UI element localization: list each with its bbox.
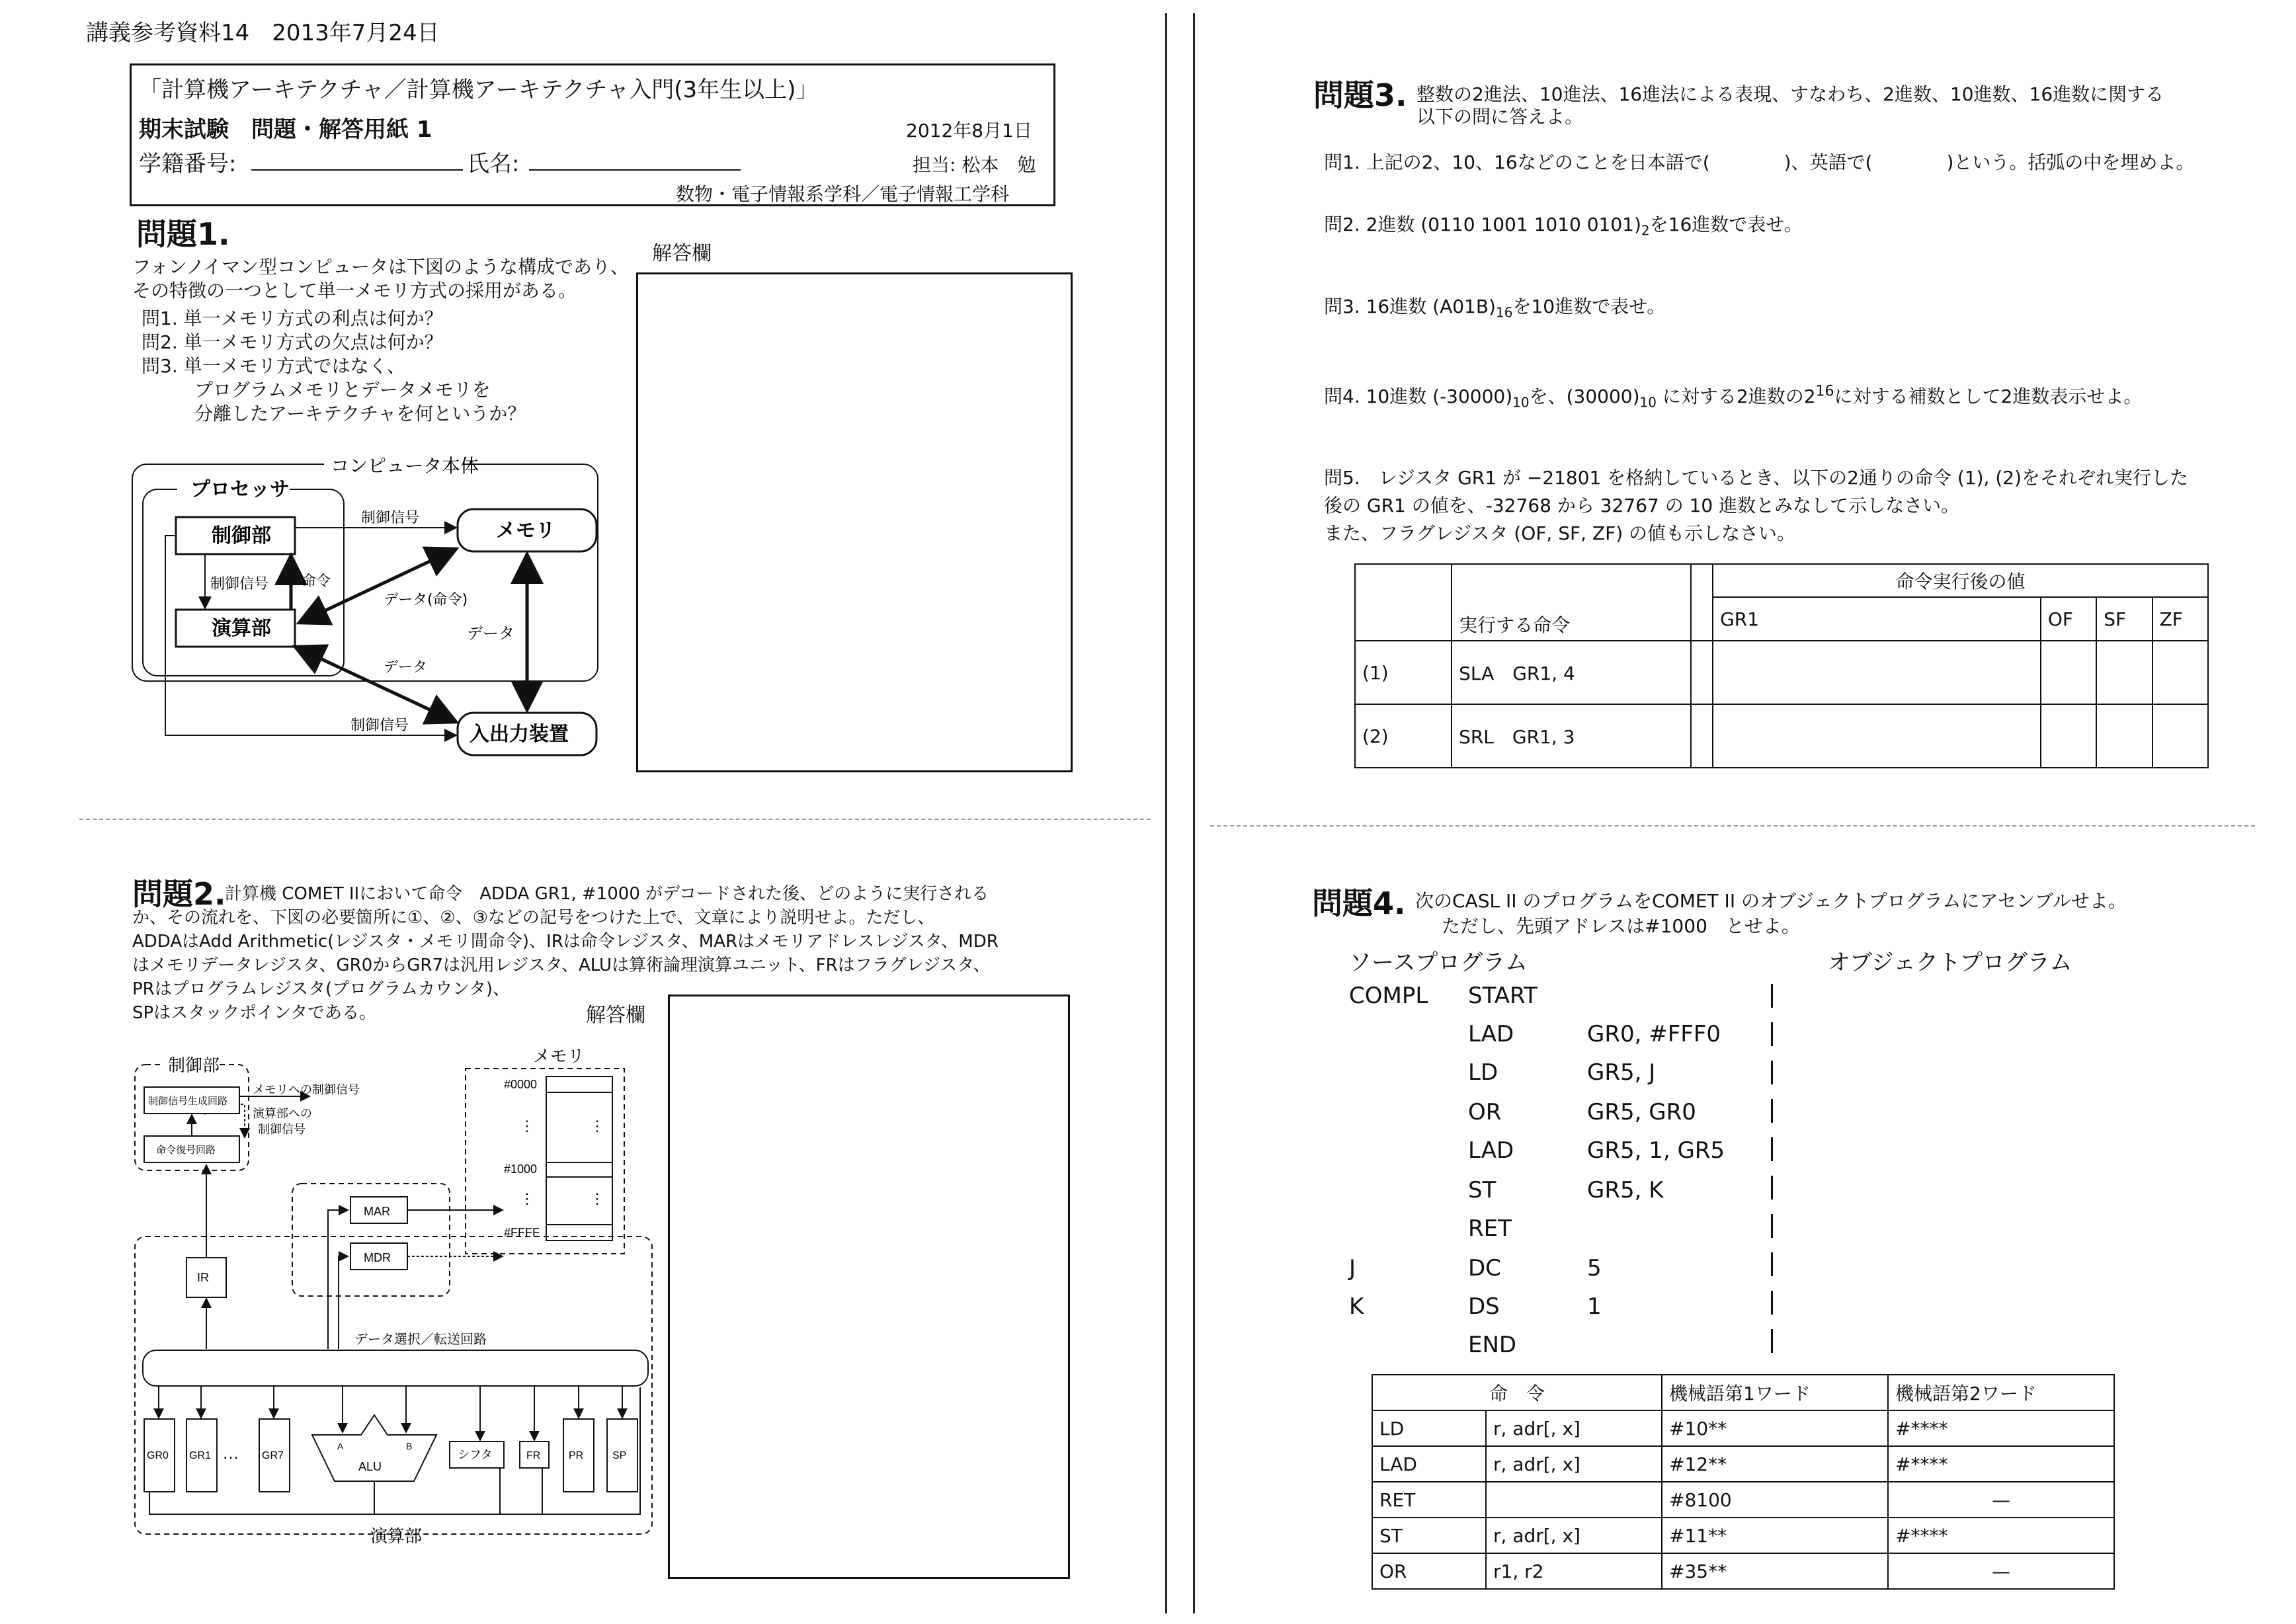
prog-operand: GR5, J xyxy=(1587,1059,1656,1086)
page-divider xyxy=(1193,13,1195,1613)
q3-row-id: (2) xyxy=(1355,704,1452,768)
q4-intro-line: 次のCASL II のプログラムをCOMET II のオブジェクトプログラムにアセンブルせよ。 xyxy=(1415,890,2127,912)
q3-p5-line: 問5. レジスタ GR1 が −21801 を格納しているとき、以下の2通りの命令 (1), (2)をそれぞれ実行した xyxy=(1324,467,2189,489)
q4-header-w1: 機械語第1ワード xyxy=(1662,1375,1888,1410)
prog-operand: 5 xyxy=(1587,1255,1602,1281)
q2-heading: 問題2. xyxy=(132,876,226,912)
exam-date: 2012年8月1日 xyxy=(906,120,1032,142)
data-instr-label: データ(命令) xyxy=(384,592,468,608)
q1-item: 分離したアーキテクチャを何というか？ xyxy=(194,403,526,425)
comet-ii-diagram xyxy=(130,1045,665,1547)
q2-text-line: はメモリデータレジスタ、GR0からGR7は汎用レジスタ、ALUは算術論理演算ユニット、FRはフラグレジスタ、 xyxy=(132,955,991,975)
name-label: 氏名: xyxy=(467,151,520,177)
q3-answer-zf[interactable] xyxy=(2152,704,2208,768)
q1-answer-box[interactable] xyxy=(636,272,1073,772)
q3-answer-of[interactable] xyxy=(2041,704,2096,768)
bus-box xyxy=(143,1350,648,1386)
q3-intro-line: 以下の問に答えよ。 xyxy=(1416,106,1584,128)
q3-answer-sf[interactable] xyxy=(2096,641,2152,704)
alu-ctrl-label: 制御信号 xyxy=(258,1123,306,1136)
q2-answer-label: 解答欄 xyxy=(586,1004,645,1027)
q4-w2: #**** xyxy=(1888,1518,2114,1553)
processor-label: プロセッサ xyxy=(190,478,290,501)
prog-label: J xyxy=(1349,1255,1356,1281)
q3-p1: 問1. 上記の2、10、16などのことを日本語で( )、英語で( )という。括弧の中を埋めよ。 xyxy=(1324,151,2195,173)
object-program-label: オブジェクトプログラム xyxy=(1828,950,2072,976)
computer-body-label: コンピュータ本体 xyxy=(331,455,479,477)
department: 数物・電子情報系学科／電子情報工学科 xyxy=(676,183,1010,205)
course-title: 「計算機アーキテクチャ／計算機アーキテクチャ入門(3年生以上)」 xyxy=(139,77,819,103)
student-id-label: 学籍番号: xyxy=(139,151,237,177)
prog-label: COMPL xyxy=(1349,983,1428,1009)
gr7-label: GR7 xyxy=(262,1450,284,1461)
q3-intro xyxy=(1416,83,2164,128)
exam-title: 期末試験 問題・解答用紙 1 xyxy=(139,116,432,143)
q3-answer-sf[interactable] xyxy=(2096,704,2152,768)
prog-operand: GR5, K xyxy=(1587,1177,1664,1203)
q4-op: LAD xyxy=(1372,1446,1486,1482)
q4-w2: — xyxy=(1888,1482,2114,1518)
q4-heading: 問題4. xyxy=(1312,885,1406,921)
q3-p2-text: 問2. 2進数 (0110 1001 1010 0101) xyxy=(1324,214,1641,235)
bus-label: データ選択／転送回路 xyxy=(354,1332,487,1347)
ctrl-signal-label: 制御信号 xyxy=(350,717,409,734)
io-label: 入出力装置 xyxy=(470,723,569,746)
q2-memory-label: メモリ xyxy=(533,1046,585,1066)
mar-label: MAR xyxy=(364,1205,390,1218)
q2-control-unit-label: 制御部 xyxy=(168,1055,220,1075)
q3-row-id: (1) xyxy=(1355,641,1452,704)
register-ellipsis: … xyxy=(222,1443,239,1463)
von-neumann-diagram xyxy=(126,450,628,774)
q3-answer-gr1[interactable] xyxy=(1713,641,2041,704)
alu-b-label: B xyxy=(406,1441,413,1451)
q3-col-sf: SF xyxy=(2096,597,2152,641)
q2-text-line: PRはプログラムレジスタ(プログラムカウンタ)、 xyxy=(132,979,511,999)
q4-header-instr: 命 令 xyxy=(1372,1375,1662,1410)
prog-op: DS xyxy=(1468,1293,1500,1320)
student-id-field[interactable] xyxy=(251,169,463,171)
svg-text:⋮: ⋮ xyxy=(590,1190,604,1207)
control-unit-label: 制御部 xyxy=(212,524,271,548)
q4-op: ST xyxy=(1372,1518,1486,1553)
q3-corner-cell xyxy=(1355,564,1452,641)
q3-p4-text: に対する2進数の2 xyxy=(1662,386,1816,407)
alu-ctrl-label: 演算部への xyxy=(253,1107,312,1120)
data-label: データ xyxy=(384,659,428,676)
q4-w2: — xyxy=(1888,1553,2114,1589)
q1-item: 問3. 単一メモリ方式ではなく、 xyxy=(142,355,406,377)
q1-answer-label: 解答欄 xyxy=(652,242,712,265)
instructor: 担当: 松本 勉 xyxy=(913,154,1036,176)
alu-a-label: A xyxy=(337,1441,344,1451)
svg-text:⋮: ⋮ xyxy=(590,1117,604,1134)
q4-arg xyxy=(1486,1482,1662,1518)
data-label: データ xyxy=(467,624,514,643)
q3-p3 xyxy=(1324,292,1665,321)
q3-instr-header: 実行する命令 xyxy=(1452,564,1691,641)
q3-spacer-cell xyxy=(1691,564,1713,641)
gr0-label: GR0 xyxy=(147,1450,169,1461)
q4-w1: #35** xyxy=(1662,1553,1888,1589)
q3-p4-base: 10 xyxy=(1512,394,1530,411)
q3-col-gr1: GR1 xyxy=(1713,597,2041,641)
addr-ffff: #FFFF xyxy=(504,1226,540,1239)
q1-item: 問2. 単一メモリ方式の欠点は何か？ xyxy=(142,331,443,353)
q4-w2: #**** xyxy=(1888,1410,2114,1446)
q4-arg: r1, r2 xyxy=(1486,1553,1662,1589)
q2-text-line: か、その流れを、下図の必要箇所に①、②、③などの記号をつけた上で、文章により説明せよ。ただし、 xyxy=(132,908,935,928)
q3-p3-base: 16 xyxy=(1496,304,1513,321)
q4-w1: #8100 xyxy=(1662,1482,1888,1518)
q1-intro xyxy=(132,255,629,303)
q4-w1: #12** xyxy=(1662,1446,1888,1482)
q3-answer-table xyxy=(1354,563,2209,768)
addr-1000: #1000 xyxy=(504,1162,538,1176)
prog-operand: GR0, #FFF0 xyxy=(1587,1021,1721,1047)
q4-intro-line: ただし、先頭アドレスは#1000 とせよ。 xyxy=(1442,915,1800,937)
addr-0000: #0000 xyxy=(504,1078,538,1091)
q4-w1: #10** xyxy=(1662,1410,1888,1446)
prog-op: DC xyxy=(1468,1255,1501,1281)
q3-spacer-cell xyxy=(1691,704,1713,768)
prog-op: OR xyxy=(1468,1099,1502,1125)
q1-item: 問1. 単一メモリ方式の利点は何か？ xyxy=(142,307,443,329)
ir-label: IR xyxy=(197,1271,209,1284)
prog-operand: GR5, 1, GR5 xyxy=(1587,1137,1725,1164)
q3-p2-base: 2 xyxy=(1641,222,1650,239)
q3-p4-text: に対する補数として2進数表示せよ。 xyxy=(1834,386,2143,407)
q4-op: LD xyxy=(1372,1410,1486,1446)
q4-arg: r, adr[, x] xyxy=(1486,1410,1662,1446)
source-program-label: ソースプログラム xyxy=(1349,950,1528,976)
prog-op: START xyxy=(1468,983,1538,1009)
q4-intro xyxy=(1415,889,2127,939)
alu-label: ALU xyxy=(358,1460,382,1473)
ctrl-signal-label: 制御信号 xyxy=(210,576,269,592)
q3-p3-text: 問3. 16進数 (A01B) xyxy=(1324,296,1496,317)
q3-p5-line: また、フラグレジスタ (OF, SF, ZF) の値も示しなさい。 xyxy=(1324,522,1796,544)
q3-answer-gr1[interactable] xyxy=(1713,704,2041,768)
prog-op: END xyxy=(1468,1332,1517,1358)
doc-ref: 講義参考資料14 2013年7月24日 xyxy=(86,20,440,46)
q4-op: OR xyxy=(1372,1553,1486,1589)
alu-unit-label: 演算部 xyxy=(212,617,271,640)
q3-p4-text: を、(30000) xyxy=(1529,386,1640,407)
pr-label: PR xyxy=(569,1450,584,1461)
sp-label: SP xyxy=(612,1450,627,1461)
mdr-label: MDR xyxy=(364,1251,391,1264)
q3-p5-line: 後の GR1 の値を、-32768 から 32767 の 10 進数とみなして示しなさい。 xyxy=(1324,495,1960,516)
svg-text:⋮: ⋮ xyxy=(520,1117,534,1134)
q2-answer-box[interactable] xyxy=(668,995,1070,1579)
section-divider xyxy=(79,819,1151,820)
q3-p4-base: 10 xyxy=(1639,394,1657,411)
q4-w1: #11** xyxy=(1662,1518,1888,1553)
q2-text-line: SPはスタックポインタである。 xyxy=(132,1003,377,1023)
instruction-label: 命令 xyxy=(302,573,331,590)
mem-ctrl-label: メモリへの制御信号 xyxy=(253,1083,360,1096)
prog-op: RET xyxy=(1468,1215,1512,1242)
q1-heading: 問題1. xyxy=(136,216,230,252)
q3-col-of: OF xyxy=(2041,597,2096,641)
q3-p4 xyxy=(1324,382,2142,411)
q2-alu-unit-label: 演算部 xyxy=(370,1526,423,1546)
q3-row-instr: SRL GR1, 3 xyxy=(1452,704,1691,768)
page-divider xyxy=(1165,13,1167,1613)
ctrl-gen-label: 制御信号生成回路 xyxy=(148,1096,228,1107)
q3-spacer-cell xyxy=(1691,641,1713,704)
q2-text-line: 計算機 COMET IIにおいて命令 ADDA GR1, #1000 がデコードされた後、どのように実行される xyxy=(225,884,989,904)
prog-op: LAD xyxy=(1468,1021,1514,1047)
q2-text-line: ADDAはAdd Arithmetic(レジスタ・メモリ間命令)、IRは命令レジスタ、MARはメモリアドレスレジスタ、MDR xyxy=(132,932,999,952)
q3-p4-exp: 16 xyxy=(1815,383,1834,400)
q3-p2-text: を16進数で表せ。 xyxy=(1649,214,1803,235)
q1-intro-line: フォンノイマン型コンピュータは下図のような構成であり、 xyxy=(132,256,629,278)
decoder-label: 命令復号回路 xyxy=(156,1145,216,1156)
q3-p4-text: 問4. 10進数 (-30000) xyxy=(1324,386,1513,407)
q3-p5 xyxy=(1324,464,2188,548)
q4-w2: #**** xyxy=(1888,1446,2114,1482)
q3-col-zf: ZF xyxy=(2152,597,2208,641)
q3-heading: 問題3. xyxy=(1313,77,1407,113)
q3-answer-of[interactable] xyxy=(2041,641,2096,704)
q4-arg: r, adr[, x] xyxy=(1486,1518,1662,1553)
prog-operand: GR5, GR0 xyxy=(1587,1099,1696,1125)
prog-op: LD xyxy=(1468,1059,1498,1086)
q1-intro-line: その特徴の一つとして単一メモリ方式の採用がある。 xyxy=(132,280,577,302)
q4-arg: r, adr[, x] xyxy=(1486,1446,1662,1482)
memory-label: メモリ xyxy=(496,519,555,542)
shifter-label: シフタ xyxy=(458,1448,493,1461)
gr1-label: GR1 xyxy=(189,1450,211,1461)
prog-op: ST xyxy=(1468,1177,1496,1203)
memory-array xyxy=(546,1076,612,1240)
svg-text:⋮: ⋮ xyxy=(520,1190,534,1207)
q3-row-instr: SLA GR1, 4 xyxy=(1452,641,1691,704)
object-program-answer-area[interactable] xyxy=(1766,984,1779,1354)
program-line xyxy=(1349,983,1428,1009)
q3-result-header: 命令実行後の値 xyxy=(1713,564,2208,597)
register-row xyxy=(144,1415,637,1492)
section-divider xyxy=(1210,825,2255,827)
q1-questions xyxy=(142,307,526,426)
q4-header-w2: 機械語第2ワード xyxy=(1888,1375,2114,1410)
prog-label: K xyxy=(1349,1293,1364,1320)
fr-label: FR xyxy=(526,1450,541,1461)
q3-answer-zf[interactable] xyxy=(2152,641,2208,704)
q4-op: RET xyxy=(1372,1482,1486,1518)
prog-operand: 1 xyxy=(1587,1293,1602,1320)
q3-p2 xyxy=(1324,210,1802,239)
q3-intro-line: 整数の2進法、10進法、16進法による表現、すなわち、2進数、10進数、16進数に関する xyxy=(1416,83,2164,105)
q1-item: プログラムメモリとデータメモリを xyxy=(194,379,491,401)
name-field[interactable] xyxy=(529,169,741,171)
prog-op: LAD xyxy=(1468,1137,1514,1164)
q4-instruction-table xyxy=(1372,1374,2115,1590)
q3-p3-text: を10進数で表せ。 xyxy=(1512,296,1666,317)
ctrl-signal-label: 制御信号 xyxy=(361,510,420,526)
